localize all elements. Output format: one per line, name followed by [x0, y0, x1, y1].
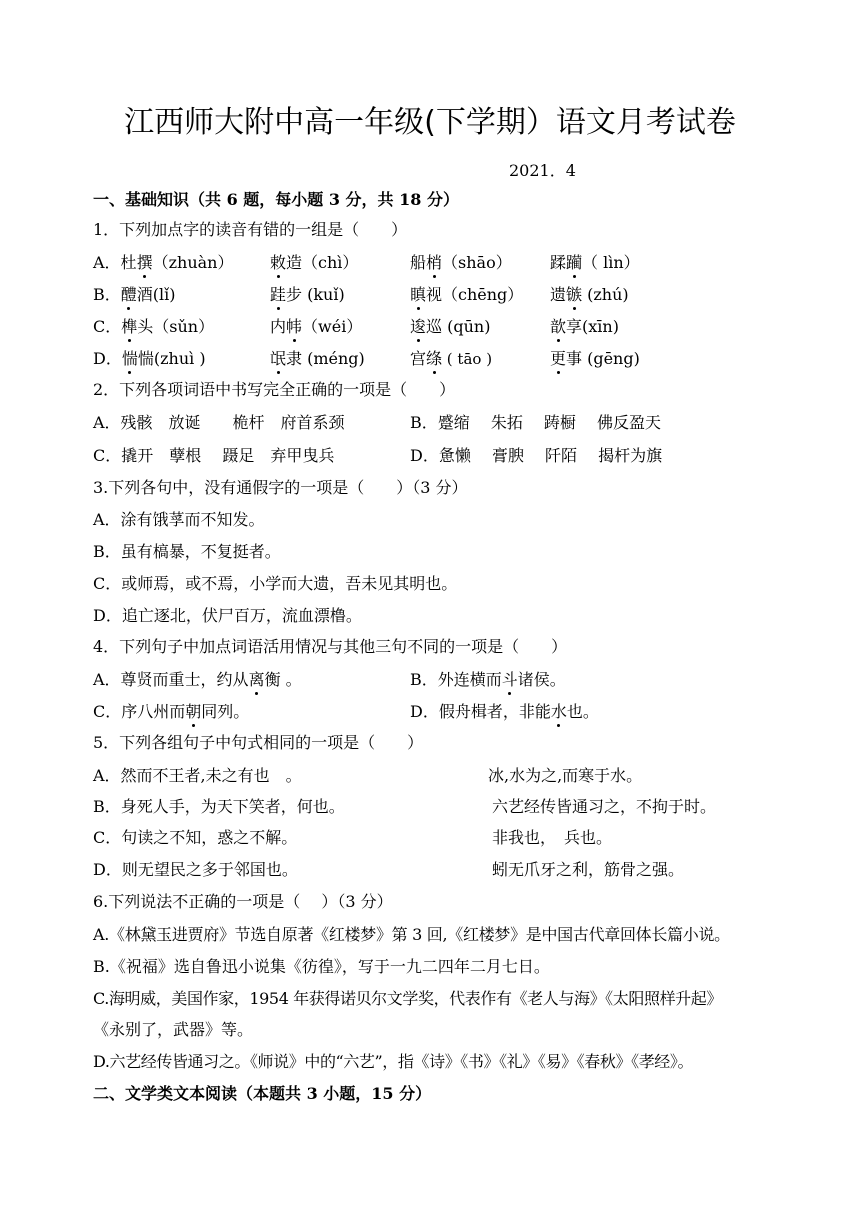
section-heading-basic: 一、基础知识（共 6 题，每小题 3 分，共 18 分） — [93, 190, 459, 209]
text: B． — [93, 285, 121, 304]
text: C．序八州而 — [93, 702, 186, 721]
text: 船 — [410, 253, 427, 272]
q1-a-item1 — [93, 253, 233, 273]
text: 事 (gēng) — [566, 349, 640, 368]
q5-option-a-right: 冰,水为之,而寒于水。 — [488, 766, 643, 785]
text: A．尊贤而重士，约从 — [93, 670, 249, 689]
exam-title: 江西师大附中高一年级(下学期）语文月考试卷 — [124, 105, 736, 140]
q6-option-b: B.《祝福》选自鲁迅小说集《彷徨》，写于一九二四年二月七日。 — [93, 957, 550, 976]
dotted-char: 离 — [248, 670, 265, 689]
q6-option-d: D.六艺经传皆通习之。《师说》中的“六艺”，指《诗》《书》《礼》《易》《春秋》《孝经》。 — [93, 1052, 694, 1071]
question-6-stem: 6.下列说法不正确的一项是（ ）（3 分） — [93, 892, 393, 911]
text: 视（chēng） — [426, 285, 524, 304]
q1-a-item3 — [410, 253, 512, 273]
q1-c-item1 — [93, 317, 214, 337]
dotted-char: 帏 — [286, 317, 303, 336]
q3-option-d: D．追亡逐北，伏尸百万，流血漂橹。 — [93, 606, 362, 625]
dotted-char: 撰 — [136, 253, 153, 272]
text: 蹂 — [550, 253, 567, 272]
q2-option-d: D．惫懒 膏腴 阡陌 揭杆为旗 — [410, 446, 663, 465]
text: 巡 (qūn) — [426, 317, 491, 336]
q4-option-d — [410, 702, 599, 722]
section-heading-reading: 二、文学类文本阅读（本题共 3 小题，15 分） — [93, 1084, 432, 1103]
text: D． — [93, 349, 122, 368]
text: C． — [93, 317, 122, 336]
dotted-char: 躏 — [566, 253, 583, 272]
q2-option-c: C．撬开 孽根 蹑足 弃甲曳兵 — [93, 446, 335, 465]
q4-option-b — [410, 670, 566, 690]
q3-option-a: A．涂有饿莩而不知发。 — [93, 510, 265, 529]
q1-c-item3 — [410, 317, 490, 337]
dotted-char: 惴 — [121, 349, 138, 368]
dotted-char: 更 — [550, 349, 567, 368]
q1-d-item2 — [270, 349, 365, 369]
dotted-char: 斗 — [501, 670, 518, 689]
q5-option-b-right: 六艺经传皆通习之，不拘于时。 — [492, 797, 717, 816]
dotted-char: 瞋 — [410, 285, 427, 304]
q2-option-a: A．残骸 放诞 桅杆 府首系颈 — [93, 413, 345, 432]
q1-b-item1 — [93, 285, 176, 305]
text: (zhú) — [582, 285, 629, 304]
q1-a-item2 — [270, 253, 358, 273]
q4-option-a — [93, 670, 302, 690]
dotted-char: 朝 — [185, 702, 202, 721]
text: 诸侯。 — [517, 670, 566, 689]
text: 造（chì） — [286, 253, 359, 272]
text: 也。 — [566, 702, 599, 721]
q6-option-a: A.《林黛玉进贾府》节选自原著《红楼梦》第 3 回,《红楼梦》是中国古代章回体长篇小说。 — [93, 925, 730, 944]
text: （zhuàn） — [152, 253, 234, 272]
q5-option-c-left: C．句读之不知，惑之不解。 — [93, 828, 298, 847]
dotted-char: 榫 — [121, 317, 138, 336]
q5-option-d-left: D．则无望民之多于邻国也。 — [93, 860, 298, 879]
text: 惴(zhuì ) — [137, 349, 206, 368]
q1-b-item4 — [550, 285, 629, 305]
dotted-char: 跬 — [270, 285, 287, 304]
text: 宫 — [410, 349, 427, 368]
q1-b-item3 — [410, 285, 523, 305]
dotted-char: 镞 — [566, 285, 583, 304]
q4-option-c — [93, 702, 249, 722]
q1-c-item4 — [550, 317, 619, 337]
q5-option-d-right: 蚓无爪牙之利，筋骨之强。 — [492, 860, 685, 879]
q1-d-item4 — [550, 349, 640, 369]
text: 酒(lǐ) — [136, 285, 176, 304]
q1-d-item3 — [410, 349, 492, 369]
text: 衡 。 — [264, 670, 302, 689]
q1-b-item2 — [270, 285, 345, 305]
question-1-stem: 1．下列加点字的读音有错的一组是（ ） — [93, 220, 408, 239]
q1-c-item2 — [270, 317, 362, 337]
text: 头（sǔn） — [137, 317, 215, 336]
dotted-char: 敕 — [270, 253, 287, 272]
text: D．假舟楫者，非能 — [410, 702, 551, 721]
exam-date: 2021．4 — [509, 161, 576, 180]
q5-option-c-right: 非我也， 兵也。 — [492, 828, 613, 847]
text: B．外连横而 — [410, 670, 502, 689]
dotted-char: 醴 — [120, 285, 137, 304]
q5-option-b-left: B．身死人手，为天下笑者，何也。 — [93, 797, 345, 816]
q6-option-c-line2: 《永别了，武器》等。 — [93, 1020, 254, 1039]
q3-option-c: C．或师焉，或不焉，小学而大遗，吾未见其明也。 — [93, 574, 458, 593]
q1-d-item1 — [93, 349, 206, 369]
text: 步 (kuǐ) — [286, 285, 345, 304]
q3-option-b: B．虽有槁暴，不复挺者。 — [93, 542, 281, 561]
question-3-stem: 3.下列各句中，没有通假字的一项是（ ）（3 分） — [93, 478, 468, 497]
text: A．杜 — [93, 253, 137, 272]
dotted-char: 绦 — [426, 349, 443, 368]
text: （ lìn） — [582, 253, 640, 272]
question-5-stem: 5．下列各组句子中句式相同的一项是（ ） — [93, 733, 424, 752]
question-4-stem: 4．下列句子中加点词语活用情况与其他三句不同的一项是（ ） — [93, 637, 568, 656]
q1-a-item4 — [550, 253, 640, 273]
question-2-stem: 2．下列各项词语中书写完全正确的一项是（ ） — [93, 380, 456, 399]
dotted-char: 歆 — [550, 317, 567, 336]
text: （shāo） — [442, 253, 512, 272]
text: 内 — [270, 317, 287, 336]
dotted-char: 水 — [550, 702, 567, 721]
q2-option-b: B．蹙缩 朱拓 踌橱 佛反盈天 — [410, 413, 662, 432]
text: ( tāo ) — [442, 350, 493, 368]
text: 遗 — [550, 285, 567, 304]
text: 同列。 — [201, 702, 250, 721]
text: （wéi） — [302, 317, 363, 336]
text: 隶 (méng) — [286, 349, 365, 368]
q5-option-a-left: A．然而不王者,未之有也 。 — [93, 766, 302, 785]
dotted-char: 逡 — [410, 317, 427, 336]
dotted-char: 梢 — [426, 253, 443, 272]
q6-option-c-line1: C.海明威，美国作家，1954 年获得诺贝尔文学奖，代表作有《老人与海》《太阳照样升起》 — [93, 989, 722, 1008]
dotted-char: 氓 — [270, 349, 287, 368]
text: 享(xīn) — [566, 317, 619, 336]
